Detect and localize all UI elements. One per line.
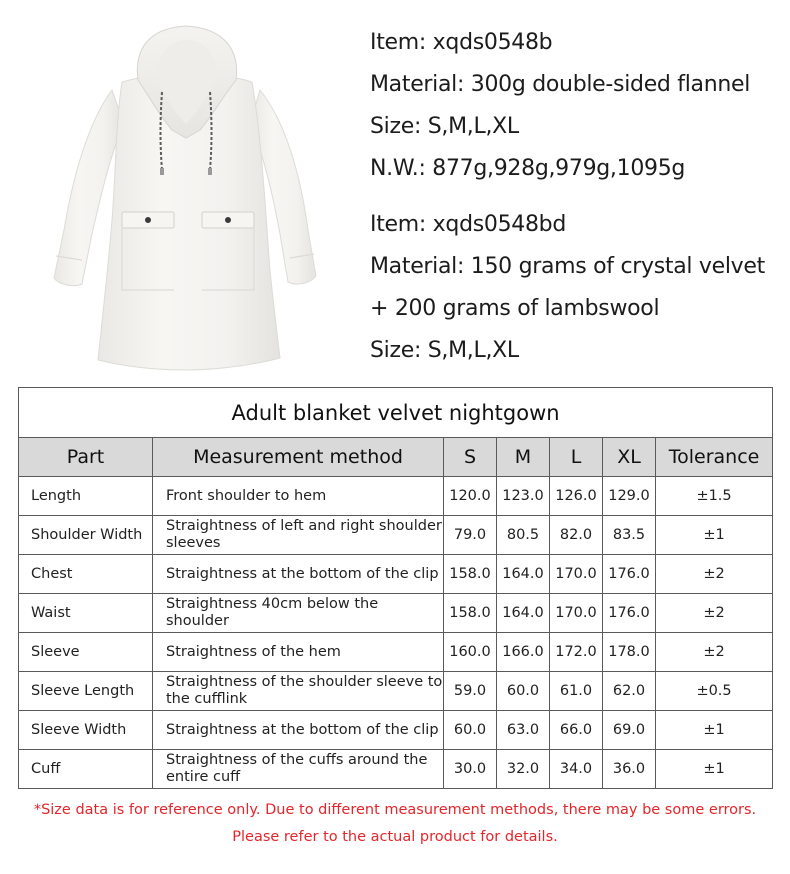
cell-tolerance: ±1 xyxy=(656,750,773,789)
cell-part: Chest xyxy=(19,555,153,594)
cell-tolerance: ±1 xyxy=(656,516,773,555)
cell-method: Straightness at the bottom of the clip xyxy=(153,555,444,594)
cell-method: Straightness of left and right shoulder sleeves xyxy=(153,516,444,555)
sizes: Size: S,M,L,XL xyxy=(370,338,519,363)
cell-xl: 176.0 xyxy=(603,594,656,633)
cell-xl: 176.0 xyxy=(603,555,656,594)
cell-part: Sleeve Width xyxy=(19,711,153,750)
cell-method: Straightness of the hem xyxy=(153,633,444,672)
cell-method: Straightness at the bottom of the clip xyxy=(153,711,444,750)
cell-xl: 36.0 xyxy=(603,750,656,789)
cell-xl: 83.5 xyxy=(603,516,656,555)
cell-m: 63.0 xyxy=(497,711,550,750)
size-table xyxy=(18,387,773,789)
cell-m: 164.0 xyxy=(497,594,550,633)
cell-l: 61.0 xyxy=(550,672,603,711)
cell-m: 32.0 xyxy=(497,750,550,789)
disclaimer-note-2: Please refer to the actual product for details. xyxy=(232,829,558,845)
header-s: S xyxy=(444,438,497,477)
cell-method: Straightness 40cm below the shoulder xyxy=(153,594,444,633)
table-header-row xyxy=(19,438,773,477)
cell-m: 166.0 xyxy=(497,633,550,672)
table-row xyxy=(19,711,773,750)
table-row xyxy=(19,594,773,633)
table-row xyxy=(19,750,773,789)
cell-method: Straightness of the shoulder sleeve to the cufflink xyxy=(153,672,444,711)
disclaimer-note: *Size data is for reference only. Due to different measurement methods, there may be some errors. xyxy=(33,802,757,818)
cell-l: 66.0 xyxy=(550,711,603,750)
cell-m: 60.0 xyxy=(497,672,550,711)
item-code: Item: xqds0548b xyxy=(370,30,553,55)
cell-tolerance: ±1 xyxy=(656,711,773,750)
cell-s: 79.0 xyxy=(444,516,497,555)
cell-part: Cuff xyxy=(19,750,153,789)
cell-m: 123.0 xyxy=(497,477,550,516)
header-m: M xyxy=(497,438,550,477)
cell-xl: 129.0 xyxy=(603,477,656,516)
header-tolerance: Tolerance xyxy=(656,438,773,477)
nightgown-photo xyxy=(52,20,322,372)
table-row xyxy=(19,672,773,711)
cell-method: Front shoulder to hem xyxy=(153,477,444,516)
cell-method: Straightness of the cuffs around the entire cuff xyxy=(153,750,444,789)
cell-xl: 62.0 xyxy=(603,672,656,711)
material: Material: 150 grams of crystal velvet xyxy=(370,254,765,279)
cell-tolerance: ±2 xyxy=(656,555,773,594)
cell-s: 30.0 xyxy=(444,750,497,789)
cell-m: 80.5 xyxy=(497,516,550,555)
cell-s: 158.0 xyxy=(444,594,497,633)
cell-tolerance: ±2 xyxy=(656,633,773,672)
header-method: Measurement method xyxy=(153,438,444,477)
cell-s: 160.0 xyxy=(444,633,497,672)
cell-m: 164.0 xyxy=(497,555,550,594)
table-title: Adult blanket velvet nightgown xyxy=(19,388,773,438)
cell-part: Sleeve xyxy=(19,633,153,672)
table-body xyxy=(19,477,773,789)
table-row xyxy=(19,516,773,555)
cell-tolerance: ±1.5 xyxy=(656,477,773,516)
table-row xyxy=(19,633,773,672)
cell-part: Length xyxy=(19,477,153,516)
item-code: Item: xqds0548bd xyxy=(370,212,567,237)
cell-tolerance: ±2 xyxy=(656,594,773,633)
cell-l: 82.0 xyxy=(550,516,603,555)
material: Material: 300g double-sided flannel xyxy=(370,72,751,97)
cell-part: Shoulder Width xyxy=(19,516,153,555)
cell-xl: 69.0 xyxy=(603,711,656,750)
table-row xyxy=(19,555,773,594)
cell-l: 172.0 xyxy=(550,633,603,672)
header-xl: XL xyxy=(603,438,656,477)
cell-l: 170.0 xyxy=(550,594,603,633)
table-row xyxy=(19,477,773,516)
spec-group-2 xyxy=(370,204,780,372)
material-continued: + 200 grams of lambswool xyxy=(370,296,660,321)
cell-s: 158.0 xyxy=(444,555,497,594)
cell-s: 120.0 xyxy=(444,477,497,516)
sizes: Size: S,M,L,XL xyxy=(370,114,519,139)
cell-l: 126.0 xyxy=(550,477,603,516)
header-part: Part xyxy=(19,438,153,477)
cell-part: Waist xyxy=(19,594,153,633)
cell-part: Sleeve Length xyxy=(19,672,153,711)
cell-s: 59.0 xyxy=(444,672,497,711)
cell-l: 34.0 xyxy=(550,750,603,789)
table-title-row xyxy=(19,388,773,438)
cell-s: 60.0 xyxy=(444,711,497,750)
cell-xl: 178.0 xyxy=(603,633,656,672)
net-weight: N.W.: 877g,928g,979g,1095g xyxy=(370,156,686,181)
product-specs xyxy=(370,22,780,386)
spec-group-1 xyxy=(370,22,780,190)
cell-l: 170.0 xyxy=(550,555,603,594)
header-l: L xyxy=(550,438,603,477)
cell-tolerance: ±0.5 xyxy=(656,672,773,711)
